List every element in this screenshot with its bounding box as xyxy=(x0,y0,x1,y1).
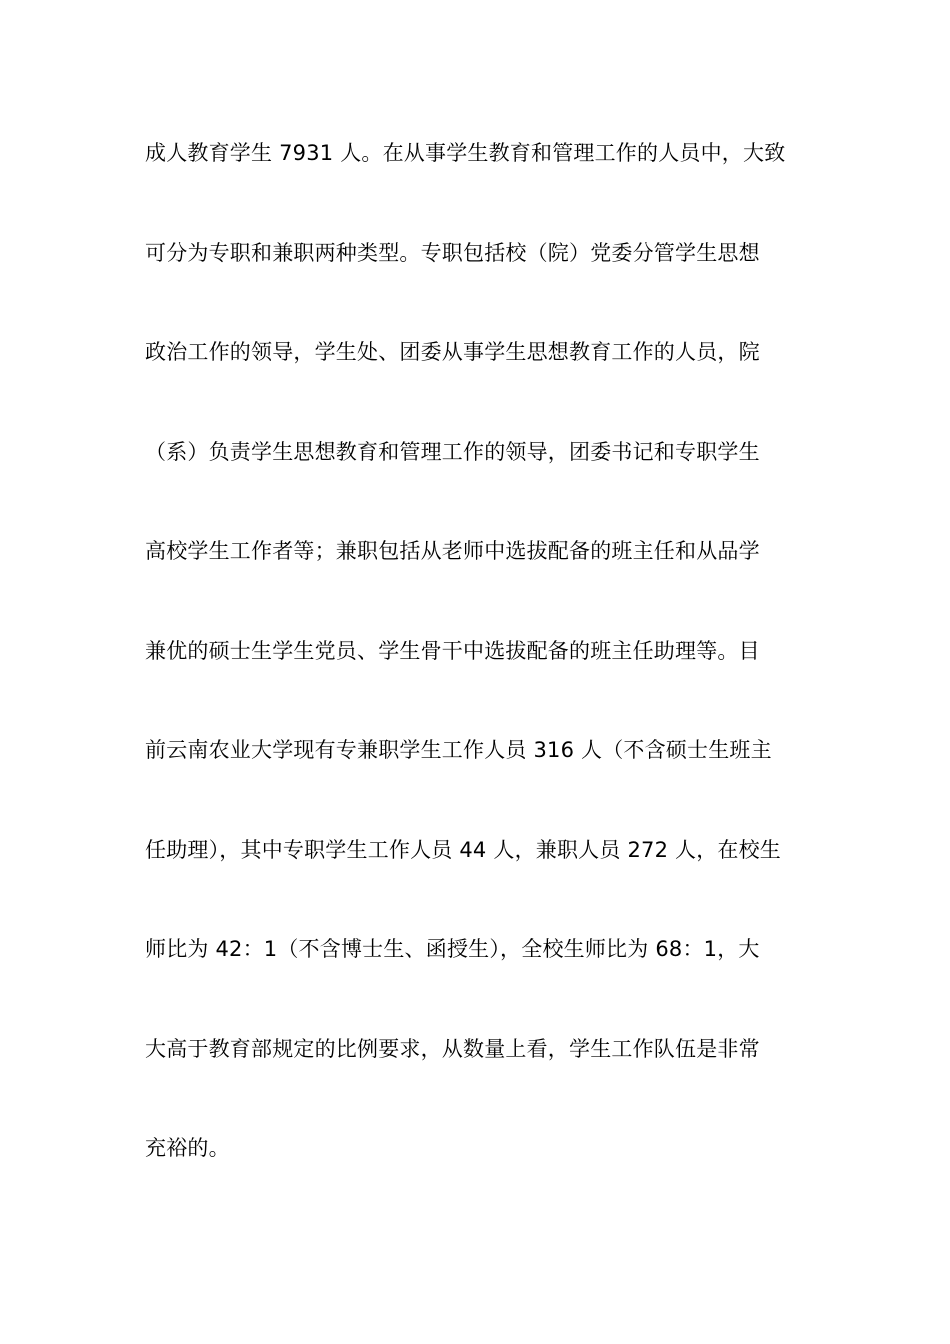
text-line-5: 高校学生工作者等；兼职包括从老师中选拔配备的班主任和从品学 xyxy=(145,539,760,563)
text-line-3: 政治工作的领导，学生处、团委从事学生思想教育工作的人员，院 xyxy=(145,340,760,364)
text-line-6: 兼优的硕士生学生党员、学生骨干中选拔配备的班主任助理等。目 xyxy=(145,638,760,663)
text-line-4: （系）负责学生思想教育和管理工作的领导，团委书记和专职学生 xyxy=(145,439,760,464)
text-line-7: 前云南农业大学现有专兼职学生工作人员 316 人（不含硕士生班主 xyxy=(145,738,772,762)
text-line-11: 充裕的。 xyxy=(145,1136,230,1160)
text-line-8: 任助理），其中专职学生工作人员 44 人，兼职人员 272 人，在校生 xyxy=(145,837,782,862)
text-line-2: 可分为专职和兼职两种类型。专职包括校（院）党委分管学生思想 xyxy=(145,240,760,265)
text-line-10: 大高于教育部规定的比例要求，从数量上看，学生工作队伍是非常 xyxy=(145,1036,760,1061)
text-line-9: 师比为 42：1（不含博士生、函授生），全校生师比为 68：1，大 xyxy=(145,937,760,961)
text-line-1: 成人教育学生 7931 人。在从事学生教育和管理工作的人员中，大致 xyxy=(145,141,786,165)
body-paragraph xyxy=(145,127,810,1222)
